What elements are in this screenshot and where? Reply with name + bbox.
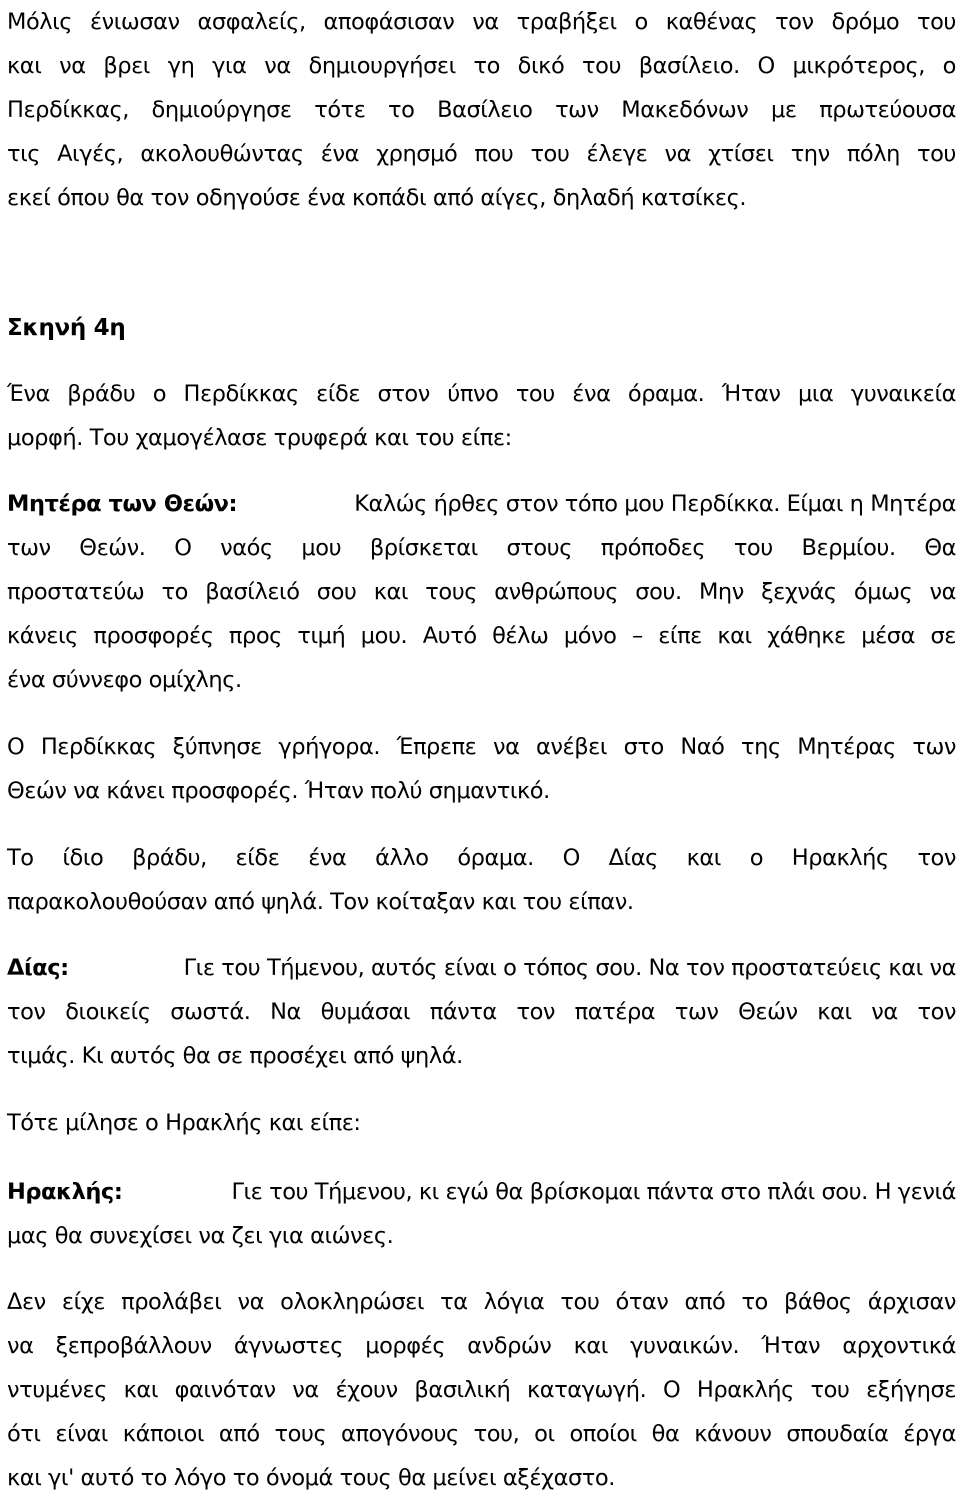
speaker-label: Ηρακλής: — [7, 1179, 123, 1205]
text-line: Ένα βράδυ ο Περδίκκας είδε στον ύπνο του ένα όραμα. Ήταν μια γυναικεία — [7, 381, 956, 407]
paragraph-1 — [7, 0, 956, 220]
text-line: τις Αιγές, ακολουθώντας ένα χρησμό που του έλεγε να χτίσει την πόλη του — [7, 141, 956, 167]
text-line: Μόλις ένιωσαν ασφαλείς, αποφάσισαν να τραβήξει ο καθένας τον δρόμο του — [7, 9, 956, 35]
text-line: παρακολουθούσαν από ψηλά. Τον κοίταξαν και του είπαν. — [7, 889, 634, 915]
paragraph-8-dialogue — [7, 1170, 956, 1258]
text-line: μας θα συνεχίσει να ζει για αιώνες. — [7, 1223, 394, 1249]
text-line: Ο Περδίκκας ξύπνησε γρήγορα. Έπρεπε να ανέβει στο Ναό της Μητέρας των — [7, 734, 956, 760]
text-line: Δεν είχε προλάβει να ολοκληρώσει τα λόγια του όταν από το βάθος άρχισαν — [7, 1289, 956, 1315]
text-line: Τότε μίλησε ο Ηρακλής και είπε: — [7, 1110, 361, 1136]
dialogue-first-line — [7, 946, 956, 990]
dialogue-text: Γιε του Τήμενου, κι εγώ θα βρίσκομαι πάντα στο πλάι σου. Η γενιά — [231, 1179, 956, 1205]
dialogue-text: Καλώς ήρθες στον τόπο μου Περδίκκα. Είμαι η Μητέρα — [354, 491, 956, 517]
paragraph-5 — [7, 836, 956, 924]
text-line: και να βρει γη για να δημιουργήσει το δικό του βασίλειο. Ο μικρότερος, ο — [7, 53, 956, 79]
text-line: ότι είναι κάποιοι από τους απογόνους του, οι οποίοι θα κάνουν σπουδαία έργα — [7, 1421, 956, 1447]
text-line: να ξεπροβάλλουν άγνωστες μορφές ανδρών και γυναικών. Ήταν αρχοντικά — [7, 1333, 956, 1359]
paragraph-6-dialogue — [7, 946, 956, 1078]
paragraph-7 — [7, 1101, 956, 1145]
text-line: προστατεύω το βασίλειό σου και τους ανθρώπους σου. Μην ξεχνάς όμως να — [7, 579, 956, 605]
paragraph-3-dialogue — [7, 482, 956, 702]
paragraph-9 — [7, 1280, 956, 1500]
text-line: ντυμένες και φαινόταν να έχουν βασιλική καταγωγή. Ο Ηρακλής του εξήγησε — [7, 1377, 956, 1403]
text-line: και γι' αυτό το λόγο το όνομά τους θα μείνει αξέχαστο. — [7, 1465, 615, 1491]
text-line: τιμάς. Κι αυτός θα σε προσέχει από ψηλά. — [7, 1043, 463, 1069]
text-line: εκεί όπου θα τον οδηγούσε ένα κοπάδι από αίγες, δηλαδή κατσίκες. — [7, 185, 747, 211]
dialogue-first-line — [7, 1170, 956, 1214]
dialogue-text: Γιε του Τήμενου, αυτός είναι ο τόπος σου. Να τον προστατεύεις και να — [183, 955, 956, 981]
scene-heading: Σκηνή 4η — [7, 315, 126, 341]
text-line: κάνεις προσφορές προς τιμή μου. Αυτό θέλω μόνο – είπε και χάθηκε μέσα σε — [7, 623, 956, 649]
speaker-label: Δίας: — [7, 955, 69, 981]
text-line: μορφή. Του χαμογέλασε τρυφερά και του είπε: — [7, 425, 512, 451]
text-line: ένα σύννεφο ομίχλης. — [7, 667, 242, 693]
paragraph-4 — [7, 725, 956, 813]
text-line: Το ίδιο βράδυ, είδε ένα άλλο όραμα. Ο Δίας και ο Ηρακλής τον — [7, 845, 956, 871]
text-line: των Θεών. Ο ναός μου βρίσκεται στους πρόποδες του Βερμίου. Θα — [7, 535, 956, 561]
dialogue-first-line — [7, 482, 956, 526]
text-line: Περδίκκας, δημιούργησε τότε το Βασίλειο των Μακεδόνων με πρωτεύουσα — [7, 97, 956, 123]
text-line: τον διοικείς σωστά. Να θυμάσαι πάντα τον πατέρα των Θεών και να τον — [7, 999, 956, 1025]
text-line: Θεών να κάνει προσφορές. Ήταν πολύ σημαντικό. — [7, 778, 550, 804]
paragraph-2 — [7, 372, 956, 460]
speaker-label: Μητέρα των Θεών: — [7, 491, 238, 517]
